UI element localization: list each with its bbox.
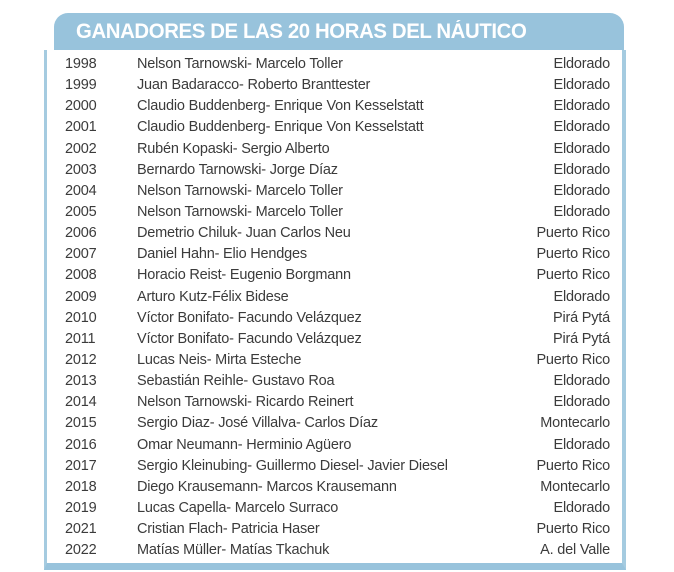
table-row (65, 500, 610, 521)
table-row (65, 310, 610, 331)
year-cell: 2002 (65, 140, 97, 157)
year-cell: 2007 (65, 246, 97, 263)
table-row (65, 183, 610, 204)
winners-cell: Daniel Hahn- Elio Hendges (137, 246, 307, 263)
club-cell: Pirá Pytá (552, 309, 610, 326)
club-cell: Eldorado (553, 182, 610, 199)
year-cell: 2016 (65, 436, 97, 453)
club-cell: Eldorado (553, 394, 610, 411)
club-cell: Montecarlo (540, 415, 610, 432)
table-row (65, 162, 610, 183)
club-cell: Puerto Rico (536, 225, 610, 242)
club-cell: Eldorado (553, 373, 610, 390)
table-row (65, 119, 610, 140)
winners-cell: Matías Müller- Matías Tkachuk (137, 542, 330, 559)
club-cell: A. del Valle (540, 542, 610, 559)
table-row (65, 521, 610, 542)
table-row (65, 394, 610, 415)
year-cell: 2013 (65, 373, 97, 390)
winners-cell: Lucas Neis- Mirta Esteche (137, 351, 302, 368)
winners-cell: Claudio Buddenberg- Enrique Von Kesselstatt (137, 119, 424, 136)
year-cell: 2022 (65, 542, 97, 559)
table-row (65, 98, 610, 119)
year-cell: 2012 (65, 351, 97, 368)
winners-cell: Arturo Kutz-Félix Bidese (137, 288, 289, 305)
winners-cell: Horacio Reist- Eugenio Borgmann (137, 267, 351, 284)
club-cell: Pirá Pytá (552, 330, 610, 347)
page-title: GANADORES DE LAS 20 HORAS DEL NÁUTICO (76, 19, 527, 43)
winners-cell: Juan Badaracco- Roberto Branttester (137, 77, 371, 94)
year-cell: 2015 (65, 415, 97, 432)
club-cell: Eldorado (553, 436, 610, 453)
year-cell: 2019 (65, 499, 97, 516)
winners-cell: Bernardo Tarnowski- Jorge Díaz (137, 161, 338, 178)
winners-cell: Rubén Kopaski- Sergio Alberto (137, 140, 330, 157)
year-cell: 1998 (65, 56, 97, 72)
winners-cell: Omar Neumann- Herminio Agüero (137, 436, 352, 453)
club-cell: Puerto Rico (536, 351, 610, 368)
year-cell: 2006 (65, 225, 97, 242)
club-cell: Eldorado (553, 499, 610, 516)
winners-cell: Demetrio Chiluk- Juan Carlos Neu (137, 225, 351, 242)
table-row (65, 141, 610, 162)
table-row (65, 204, 610, 225)
winners-cell: Nelson Tarnowski- Ricardo Reinert (137, 394, 354, 411)
winners-cell: Claudio Buddenberg- Enrique Von Kesselstatt (137, 98, 424, 115)
club-cell: Eldorado (553, 140, 610, 157)
club-cell: Eldorado (553, 203, 610, 220)
winners-cell: Lucas Capella- Marcelo Surraco (137, 499, 339, 516)
table-row (65, 542, 610, 563)
club-cell: Montecarlo (540, 478, 610, 495)
winners-cell: Sergio Kleinubing- Guillermo Diesel- Javier Diesel (137, 457, 448, 474)
club-cell: Eldorado (553, 56, 610, 72)
club-cell: Puerto Rico (536, 457, 610, 474)
table-row (65, 373, 610, 394)
club-cell: Eldorado (553, 161, 610, 178)
year-cell: 2014 (65, 394, 97, 411)
table-row (65, 246, 610, 267)
year-cell: 2004 (65, 182, 97, 199)
table-row (65, 437, 610, 458)
club-cell: Eldorado (553, 77, 610, 94)
club-cell: Eldorado (553, 119, 610, 136)
table-row (65, 77, 610, 98)
winners-cell: Diego Krausemann- Marcos Krausemann (137, 478, 397, 495)
year-cell: 2009 (65, 288, 97, 305)
winners-cell: Sebastián Reihle- Gustavo Roa (137, 373, 335, 390)
table-row (65, 458, 610, 479)
winners-table-body (47, 50, 622, 563)
winners-cell: Nelson Tarnowski- Marcelo Toller (137, 182, 343, 199)
table-row (65, 352, 610, 373)
year-cell: 2021 (65, 521, 97, 538)
table-row (65, 331, 610, 352)
winners-cell: Nelson Tarnowski- Marcelo Toller (137, 203, 343, 220)
year-cell: 2008 (65, 267, 97, 284)
table-row (65, 267, 610, 288)
winners-panel (44, 50, 626, 570)
club-cell: Eldorado (553, 288, 610, 305)
club-cell: Puerto Rico (536, 246, 610, 263)
year-cell: 2003 (65, 161, 97, 178)
year-cell: 2005 (65, 203, 97, 220)
club-cell: Puerto Rico (536, 267, 610, 284)
year-cell: 2017 (65, 457, 97, 474)
year-cell: 2001 (65, 119, 97, 136)
winners-cell: Nelson Tarnowski- Marcelo Toller (137, 56, 343, 72)
table-row (65, 289, 610, 310)
header-bar (54, 13, 624, 50)
table-row (65, 479, 610, 500)
year-cell: 1999 (65, 77, 97, 94)
table-row (65, 415, 610, 436)
year-cell: 2018 (65, 478, 97, 495)
year-cell: 2010 (65, 309, 97, 326)
table-row (65, 56, 610, 77)
club-cell: Puerto Rico (536, 521, 610, 538)
winners-cell: Víctor Bonifato- Facundo Velázquez (137, 330, 362, 347)
table-row (65, 225, 610, 246)
winners-cell: Sergio Diaz- José Villalva- Carlos Díaz (137, 415, 378, 432)
year-cell: 2011 (65, 330, 96, 347)
winners-cell: Víctor Bonifato- Facundo Velázquez (137, 309, 362, 326)
winners-cell: Cristian Flach- Patricia Haser (137, 521, 320, 538)
club-cell: Eldorado (553, 98, 610, 115)
year-cell: 2000 (65, 98, 97, 115)
